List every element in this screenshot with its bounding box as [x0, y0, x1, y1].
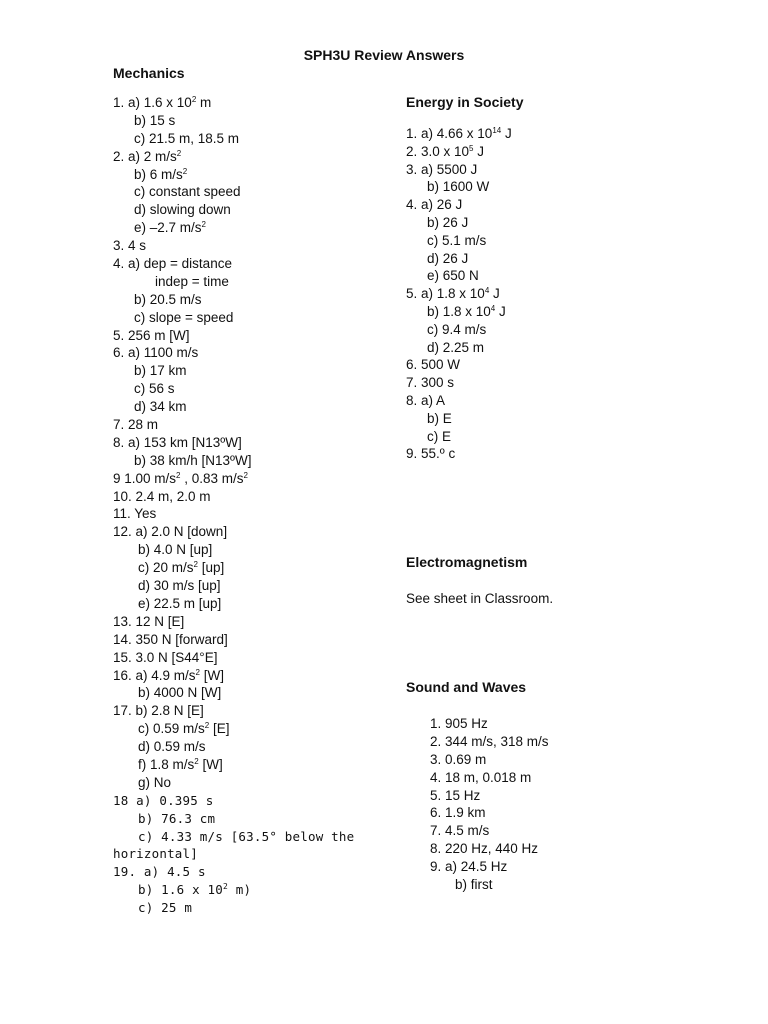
answer-text: 3. a) 5500 J: [406, 161, 478, 177]
answer-line: [113, 309, 354, 327]
answer-line: [406, 285, 512, 303]
electromagnetism-text: See sheet in Classroom.: [406, 591, 554, 606]
answer-line: [113, 219, 354, 237]
answer-line: [406, 392, 512, 410]
answer-text: b) 4000 N [W]: [138, 685, 222, 701]
answer-text: 8. a) 153 km [N13ºW]: [113, 434, 242, 450]
answer-text: c) 5.1 m/s: [427, 232, 487, 248]
superscript: 5: [469, 143, 474, 153]
answer-text: d) 34 km: [134, 399, 187, 415]
answer-line: [430, 858, 549, 876]
answer-text: b) E: [427, 410, 452, 426]
answer-line: [406, 143, 512, 161]
answer-line: [430, 769, 549, 787]
answer-text: 9. a) 24.5 Hz: [430, 859, 508, 875]
answer-line: [406, 125, 512, 143]
answer-line: [113, 595, 354, 613]
answer-text: 3. 4 s: [113, 238, 147, 254]
answer-text: 9. 55.º c: [406, 446, 456, 462]
answer-line: [113, 720, 354, 738]
answer-text: c) 21.5 m, 18.5 m: [134, 130, 240, 146]
answer-line: [113, 881, 354, 899]
answer-text: 16. a) 4.9 m/s: [113, 667, 196, 683]
answer-line: [430, 876, 549, 894]
answer-line: [113, 112, 354, 130]
answer-text: e) 650 N: [427, 268, 479, 284]
superscript: 2: [191, 95, 197, 104]
answer-line: [113, 273, 354, 291]
answer-text: 11. Yes: [113, 506, 157, 522]
answer-text: c) slope = speed: [134, 309, 234, 325]
superscript: 2: [194, 756, 199, 766]
answer-line: [113, 899, 354, 917]
answer-text: 5. 15 Hz: [430, 787, 481, 803]
answer-line: [113, 237, 354, 255]
answer-text: c) 20 m/s: [138, 560, 194, 576]
answer-text: d) 30 m/s [up]: [138, 578, 221, 594]
answer-text: 1. 905 Hz: [430, 716, 488, 731]
answer-line: [113, 398, 354, 416]
answer-text: 2. a) 2 m/s: [113, 148, 177, 164]
answer-text: 1. a) 4.66 x 10: [406, 126, 493, 141]
answer-text: b) 76.3 cm: [138, 810, 216, 826]
answer-line: [406, 321, 512, 339]
answer-text: b) 26 J: [427, 214, 469, 230]
answer-text: c) E: [427, 428, 452, 444]
answer-line: [406, 250, 512, 268]
answer-text: 2. 344 m/s, 318 m/s: [430, 733, 549, 749]
answer-text: 8. a) A: [406, 392, 446, 408]
answer-text: 4. a) 26 J: [406, 197, 463, 213]
answer-text: horizontal]: [113, 846, 198, 862]
answer-text: indep = time: [155, 273, 229, 289]
answer-text: 2. 3.0 x 10: [406, 143, 470, 159]
superscript: 2: [222, 882, 229, 892]
answer-text: m: [196, 95, 212, 110]
energy-answer-list: [406, 125, 512, 463]
answer-text: e) –2.7 m/s: [134, 220, 202, 236]
answer-text: J: [495, 303, 506, 319]
answer-text: 14. 350 N [forward]: [113, 631, 228, 647]
answer-text: f) 1.8 m/s: [138, 756, 195, 772]
answer-text: 7. 300 s: [406, 375, 455, 391]
answer-line: [113, 649, 354, 667]
answer-line: [113, 792, 354, 810]
answer-line: [113, 183, 354, 201]
answer-line: [406, 232, 512, 250]
answer-line: [113, 828, 354, 846]
answer-line: [113, 702, 354, 720]
sound-answer-list: [430, 715, 549, 894]
answer-text: d) 2.25 m: [427, 339, 485, 355]
answer-text: [E]: [209, 721, 230, 737]
superscript: 2: [201, 220, 206, 230]
answer-text: d) 0.59 m/s: [138, 739, 206, 755]
answer-line: [406, 445, 512, 463]
answer-line: [113, 505, 354, 523]
answer-text: b) 6 m/s: [134, 166, 183, 182]
superscript: 14: [492, 126, 502, 135]
answer-line: [406, 161, 512, 179]
answer-line: [113, 434, 354, 452]
document-title: SPH3U Review Answers: [303, 47, 465, 63]
answer-text: [W]: [198, 756, 223, 772]
sound-heading: Sound and Waves: [406, 679, 527, 695]
answer-line: [406, 356, 512, 374]
answer-text: b) 1.6 x 10: [138, 882, 223, 898]
energy-heading: Energy in Society: [406, 94, 524, 110]
mechanics-heading: Mechanics: [113, 65, 185, 81]
answer-line: [113, 559, 354, 577]
answer-line: [113, 631, 354, 649]
superscript: 2: [195, 667, 200, 677]
answer-text: [W]: [200, 667, 224, 683]
superscript: 2: [193, 560, 198, 570]
answer-line: [406, 428, 512, 446]
mechanics-answer-list: [113, 94, 354, 917]
answer-line: [113, 667, 354, 685]
answer-line: [113, 201, 354, 219]
answer-text: 10. 2.4 m, 2.0 m: [113, 488, 211, 504]
answer-line: [113, 613, 354, 631]
superscript: 4: [484, 286, 490, 296]
answer-text: [up]: [197, 560, 225, 576]
answer-text: 12. a) 2.0 N [down]: [113, 524, 228, 540]
answer-line: [113, 541, 354, 559]
answer-line: [113, 488, 354, 506]
answer-line: [430, 804, 549, 822]
answer-text: 19. a) 4.5 s: [113, 864, 206, 880]
answer-line: [113, 362, 354, 380]
answer-line: [430, 787, 549, 805]
answer-line: [430, 733, 549, 751]
answer-text: 3. 0.69 m: [430, 751, 487, 767]
answer-text: e) 22.5 m [up]: [138, 595, 222, 611]
answer-line: [113, 380, 354, 398]
answer-text: 17. b) 2.8 N [E]: [113, 703, 204, 719]
answer-line: [406, 339, 512, 357]
answer-text: b) 1600 W: [427, 179, 490, 195]
answer-line: [113, 291, 354, 309]
answer-text: 4. 18 m, 0.018 m: [430, 769, 532, 785]
answer-text: 13. 12 N [E]: [113, 613, 185, 629]
answer-line: [406, 196, 512, 214]
answer-line: [113, 327, 354, 345]
answer-line: [113, 148, 354, 166]
answer-text: 8. 220 Hz, 440 Hz: [430, 841, 539, 857]
answer-line: [406, 303, 512, 321]
answer-line: [113, 416, 354, 434]
answer-text: 9 1.00 m/s: [113, 470, 177, 486]
answer-line: [113, 452, 354, 470]
answer-text: 6. 1.9 km: [430, 805, 486, 821]
answer-text: 7. 4.5 m/s: [430, 823, 490, 839]
superscript: 2: [176, 148, 182, 158]
answer-text: b) 4.0 N [up]: [138, 542, 213, 558]
answer-line: [113, 738, 354, 756]
answer-line: [406, 410, 512, 428]
answer-line: [430, 715, 549, 733]
electromagnetism-heading: Electromagnetism: [406, 554, 528, 570]
answer-text: J: [489, 286, 500, 302]
answer-text: c) 9.4 m/s: [427, 321, 487, 337]
answer-text: b) 20.5 m/s: [134, 291, 202, 307]
answer-line: [406, 214, 512, 232]
answer-text: c) 56 s: [134, 381, 175, 397]
answer-line: [113, 810, 354, 828]
answer-line: [113, 684, 354, 702]
answer-text: c) 4.33 m/s [63.5° below the: [138, 828, 355, 844]
answer-line: [113, 130, 354, 148]
answer-text: 18 a) 0.395 s: [113, 792, 214, 808]
superscript: 2: [204, 721, 210, 731]
answer-line: [113, 863, 354, 881]
answer-text: c) 0.59 m/s: [138, 721, 205, 737]
answer-line: [113, 523, 354, 541]
answer-text: d) slowing down: [134, 202, 231, 218]
answer-line: [406, 267, 512, 285]
answer-text: 6. 500 W: [406, 357, 461, 373]
answer-text: 1. a) 1.6 x 10: [113, 95, 192, 110]
answer-line: [430, 822, 549, 840]
answer-text: J: [473, 143, 485, 159]
answer-text: b) first: [455, 877, 493, 893]
answer-text: d) 26 J: [427, 250, 469, 266]
answer-text: m): [228, 882, 252, 898]
answer-line: [113, 94, 354, 112]
superscript: 4: [490, 303, 496, 313]
answer-text: g) No: [138, 774, 172, 790]
answer-text: 5. 256 m [W]: [113, 327, 190, 343]
answer-text: b) 1.8 x 10: [427, 303, 491, 319]
answer-line: [430, 751, 549, 769]
answer-text: 7. 28 m: [113, 417, 159, 433]
answer-text: c) constant speed: [134, 184, 241, 200]
answer-line: [113, 255, 354, 273]
answer-line: [430, 840, 549, 858]
answer-text: J: [501, 126, 512, 141]
answer-line: [113, 470, 354, 488]
answer-line: [113, 756, 354, 774]
answer-line: [113, 166, 354, 184]
answer-text: b) 17 km: [134, 363, 187, 379]
answer-line: [406, 374, 512, 392]
answer-line: [406, 178, 512, 196]
answer-text: 4. a) dep = distance: [113, 256, 232, 272]
answer-text: c) 25 m: [138, 900, 193, 916]
superscript: 2: [243, 470, 248, 480]
answer-text: , 0.83 m/s: [180, 470, 244, 486]
answer-line: [113, 344, 354, 362]
answer-text: 6. a) 1100 m/s: [113, 345, 199, 361]
superscript: 2: [182, 166, 188, 176]
answer-text: 5. a) 1.8 x 10: [406, 286, 485, 302]
answer-text: b) 38 km/h [N13ºW]: [134, 452, 252, 468]
answer-line: [113, 774, 354, 792]
answer-line: [113, 577, 354, 595]
superscript: 2: [176, 470, 181, 480]
answer-line: [113, 845, 354, 863]
answer-text: 15. 3.0 N [S44°E]: [113, 649, 218, 665]
answer-text: b) 15 s: [134, 112, 176, 128]
